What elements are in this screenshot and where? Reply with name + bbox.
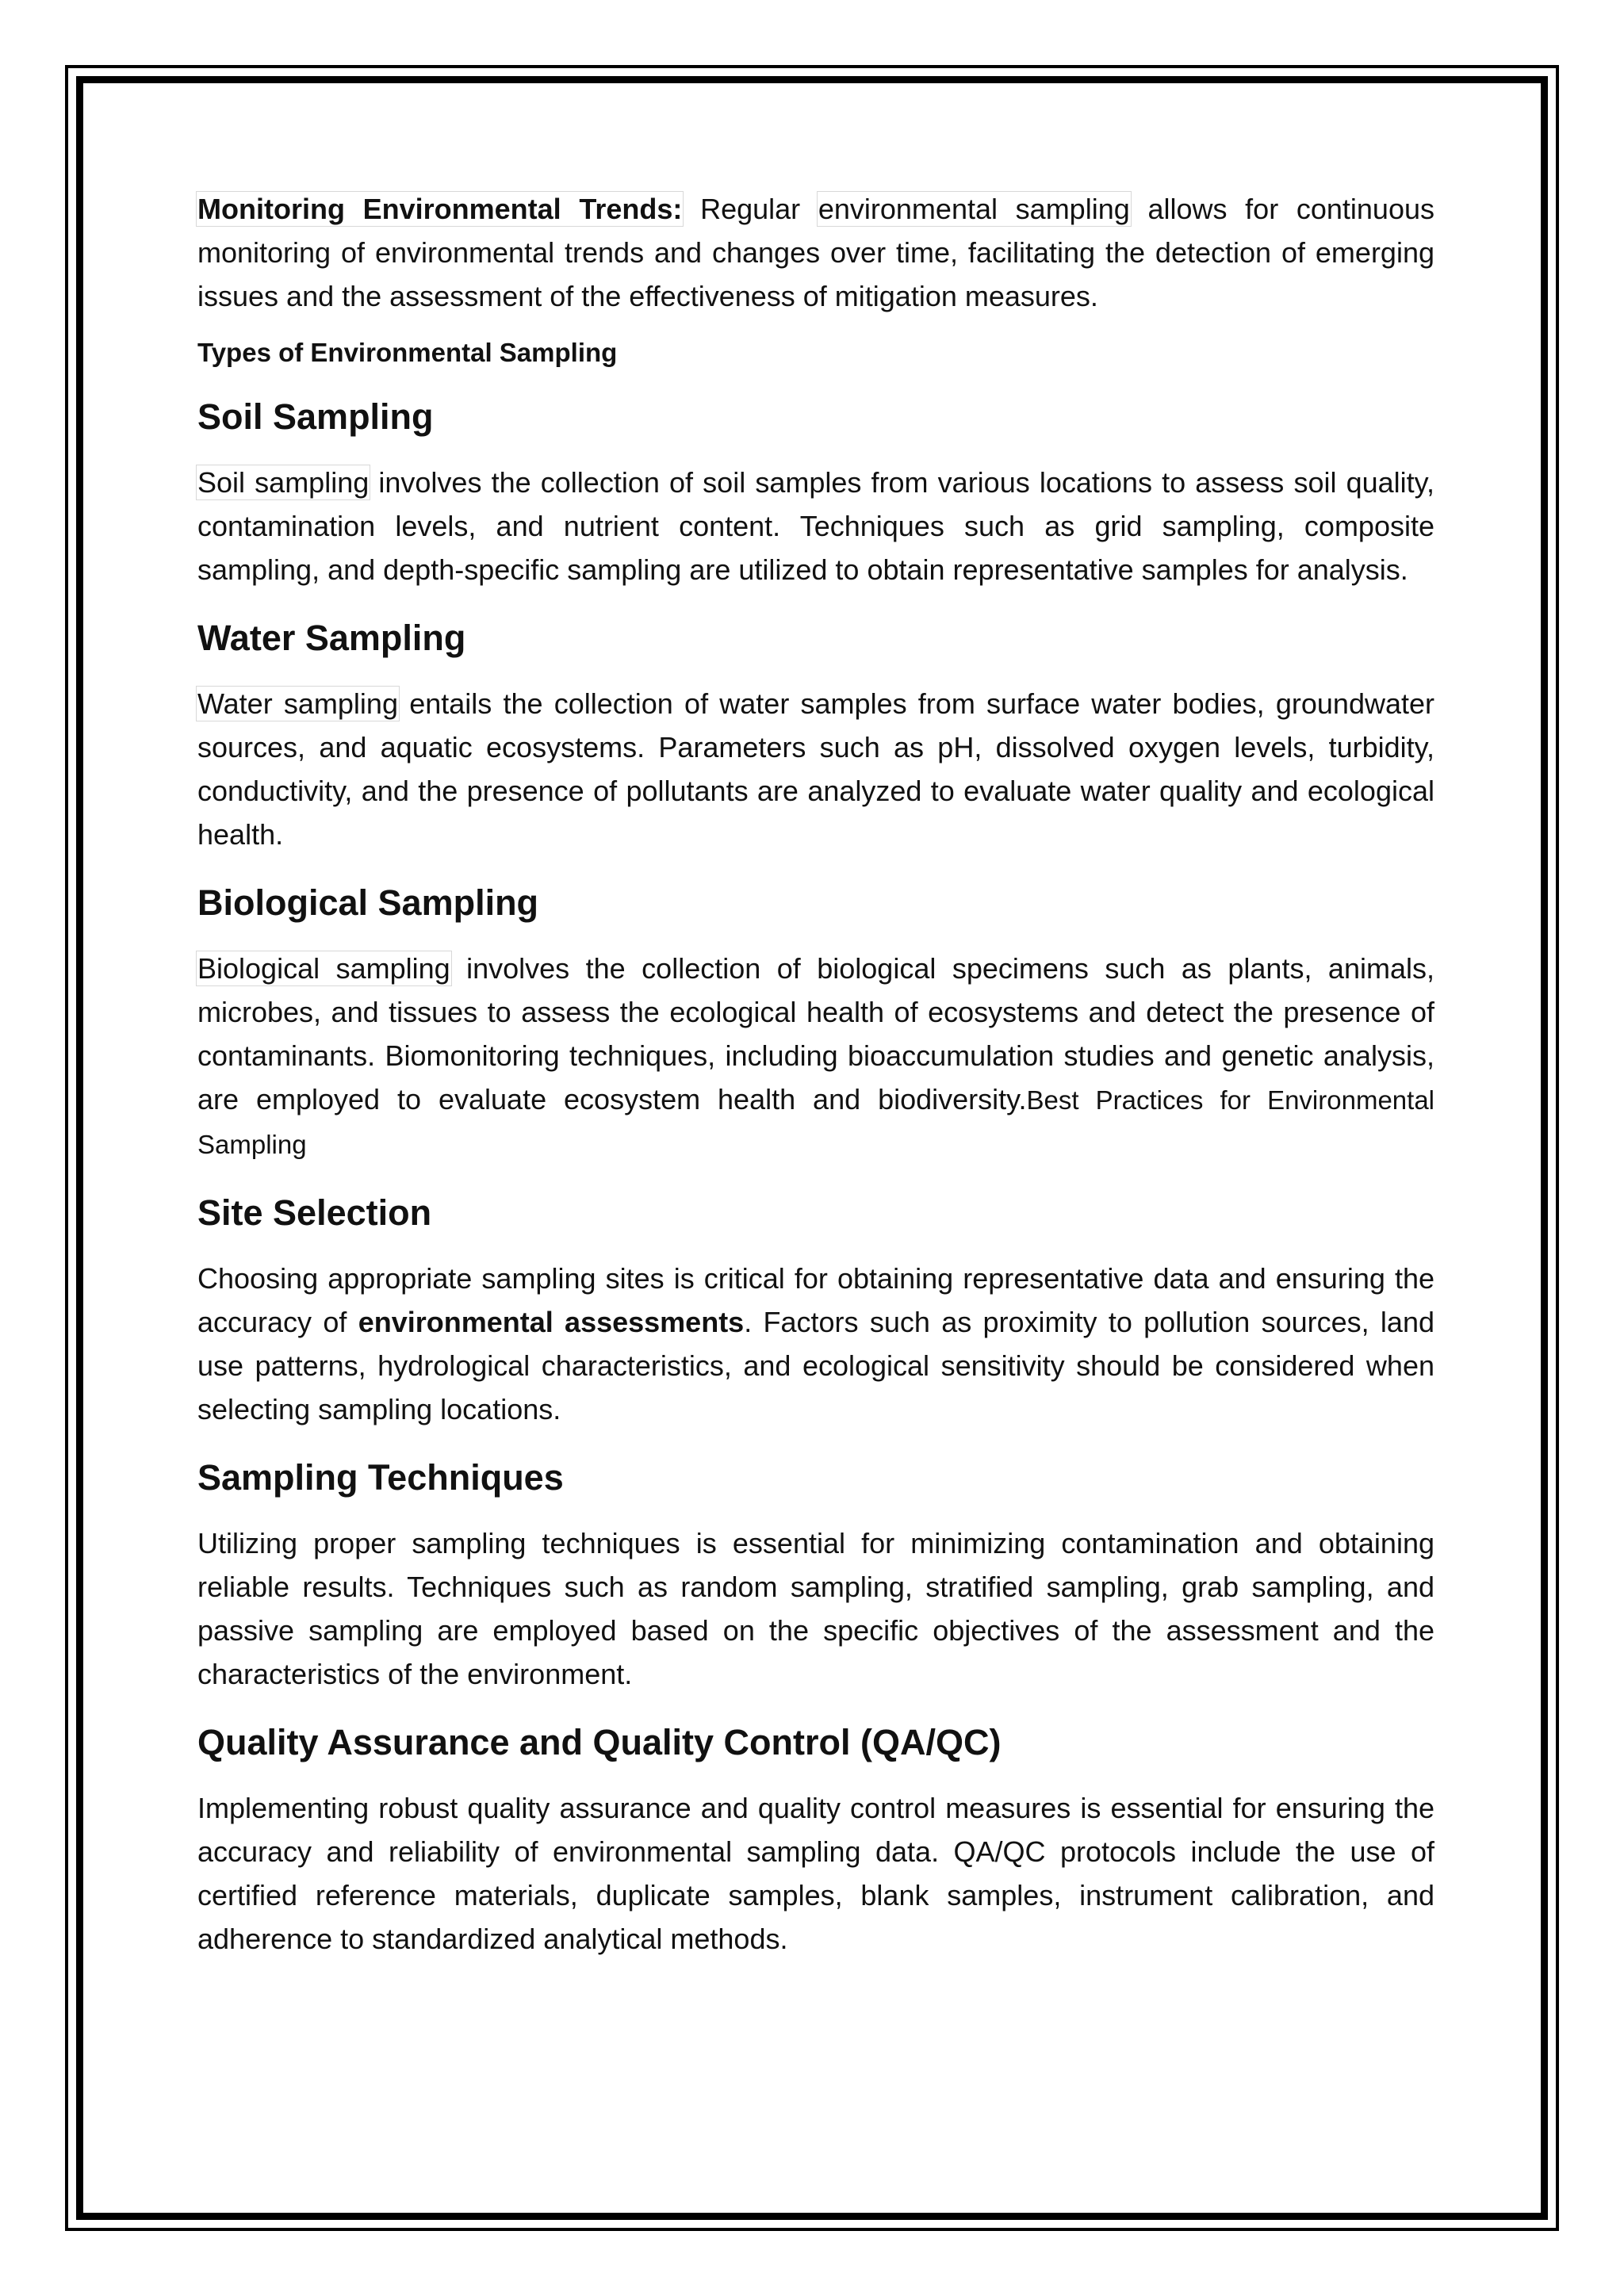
soil-term: Soil sampling (197, 466, 370, 499)
water-rest: entails the collection of water samples from surface water bodies, groundwater sources, and aquatic ecosystems. Parameters such as pH, dissolved oxygen levels, turbidity, conductivity, and the presence of pollutants are analyzed to evaluate water quality and ecological health. (197, 687, 1434, 851)
soil-paragraph (197, 461, 1434, 591)
site-heading: Site Selection (197, 1192, 432, 1233)
qaqc-heading: Quality Assurance and Quality Control (QA/QC) (197, 1722, 1002, 1762)
site-paragraph (197, 1257, 1434, 1431)
types-heading: Types of Environmental Sampling (197, 338, 618, 367)
document-body (197, 187, 1434, 1961)
qaqc-paragraph: Implementing robust quality assurance and quality control measures is essential for ensuring the accuracy and reliability of environmental sampling data. QA/QC protocols include the use of certified reference materials, duplicate samples, blank samples, instrument calibration, and adherence to standardized analytical methods. (197, 1792, 1434, 1955)
soil-rest: involves the collection of soil samples from various locations to assess soil quality, contamination levels, and nutrient content. Techniques such as grid sampling, composite sampling, and depth-specific sampling are utilized to obtain representative samples for analysis. (197, 466, 1434, 586)
intro-term: environmental sampling (818, 193, 1130, 225)
intro-lead: Monitoring Environmental Trends: (197, 193, 683, 225)
site-rest: . Factors such as proximity to pollution sources, land use patterns, hydrological characteristics, and ecological sensitivity should be considered when selecting sampling locations. (197, 1306, 1434, 1425)
biological-term: Biological sampling (197, 952, 450, 985)
site-pre: Choosing appropriate sampling sites is critical for obtaining representative data and ensuring the accuracy of (197, 1262, 1434, 1338)
intro-rest: allows for continuous monitoring of environmental trends and changes over time, facilitating the detection of emerging issues and the assessment of the effectiveness of mitigation measures. (197, 193, 1434, 312)
intro-paragraph (197, 187, 1434, 318)
soil-heading: Soil Sampling (197, 396, 434, 437)
best-practices-heading: Best Practices for Environmental Sampling (197, 1085, 1435, 1159)
biological-rest: involves the collection of biological specimens such as plants, animals, microbes, and tissues to assess the ecological health of ecosystems and detect the presence of contaminants. Biomonitoring techniques, including bioaccumulation studies and genetic analysis, are employed to evaluate ecosystem health and biodiversity. (197, 952, 1434, 1115)
biological-heading: Biological Sampling (197, 882, 539, 923)
water-term: Water sampling (197, 687, 398, 720)
water-heading: Water Sampling (197, 618, 466, 658)
biological-paragraph (197, 947, 1434, 1166)
intro-pre: Regular (682, 193, 818, 225)
water-paragraph (197, 682, 1434, 856)
site-bold: environmental assessments (358, 1306, 745, 1338)
techniques-paragraph: Utilizing proper sampling techniques is essential for minimizing contamination and obtaining reliable results. Techniques such as random sampling, stratified sampling, grab sampling, and passive sampling are employed based on the specific objectives of the assessment and the characteristics of the environment. (197, 1527, 1434, 1690)
techniques-heading: Sampling Techniques (197, 1457, 564, 1498)
